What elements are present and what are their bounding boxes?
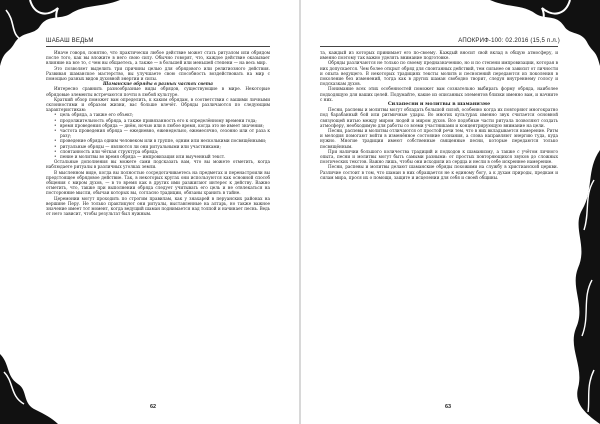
page-number: 62 (150, 404, 157, 410)
paragraph: Краткий обзор поможет вам определить, к каким обрядам, в соответствии с вашими личными склонностями и образом жизни, вас больше влечёт. Обряды различаются по следующим характеристикам: (46, 96, 270, 113)
running-header: ШАБАШ ВЕДЬМ (46, 38, 94, 44)
paragraph: Песни, распевы и молитвы делают шаманские обряды похожими на службу в христианской церкви. Различие состоит в том, что шаман в них обращается не к единому богу, а к духам природы, предкам и силам мира, прося их о помощи, защите и исцелении для себя и своей общины. (320, 164, 558, 180)
paragraph: В мысленном виде, когда вы полностью сосредотачиваетесь на предметах и перенастроили вы предстоящее обрядовое действие. Так, в некоторых кругах они используются как основной способ общения с миром духов, — в то время как в других ими разжигают интерес к действу. Важно отметить, что, также при выполнении обряда следует учитывать его цель и не отвлекаться на посторонние мысли, обычаи которых вы, согласно традиции, обязаны хранить в тайне. (46, 169, 270, 196)
paragraph: Обряды различаются не только по своему предназначению, но и по степени импровизации, которая в них допускается. Чем более открыт обряд для спонтанных действий, тем сильнее он зависит от личности и опыта ведущего. В некоторых традициях тексты молитв и песнопений передаются из поколения в поколение без изменений, тогда как в других шаман свободно творит, следуя внутреннему голосу и подсказкам духов. (320, 60, 558, 87)
tribal-ornament-bottom-left (0, 354, 60, 424)
list-item: • ритуальные обряды — являются ли они ритуальными или участниками; (60, 144, 270, 149)
paragraph: Иначе говоря, понятно, что практически любое действие может стать ритуалом или обрядом после того, как вы вложите в него свою силу. Обычно говорят, что, каждое действие оказывает влияние на все то, с чем вы общаетесь, а также — в большей или меньшей степени — на весь мир. (46, 50, 270, 66)
list-item: • цель обряда, а также его объект; (60, 112, 270, 117)
header-rule (320, 46, 558, 47)
page-number: 63 (445, 404, 452, 410)
paragraph: Интересно сравнить разнообразные виды обрядов, существующие в мире. Некоторые обрядовые элементы встречаются почти в любой культуре. (46, 86, 270, 97)
section-title: Шаманские обряды в разных частях света (103, 81, 213, 87)
list-item: • проведение обряда одним человеком или в группе, одним или несколькими посвящёнными; (60, 138, 270, 143)
paragraph: Остальные дополнения вы можете сами подсказать вам, что вы можете отметить, когда наблюдаете ритуалы в различных уголках земли. (46, 159, 270, 170)
list-item: • пение и молитвы во время обряда — импровизация или выученный текст. (60, 154, 270, 159)
characteristics-list (46, 112, 270, 159)
right-page (300, 0, 600, 424)
header-rule (46, 46, 270, 47)
paragraph: Песни, распевы и молитвы отличаются от простой речи тем, что в них вкладывается намерение. Ритм и мелодия помогают войти в изменённое состояние сознания, а слова направляют энергию туда, куда нужно. Многие традиции имеют собственные священные песни, которые передаются только посвящённым. (320, 128, 558, 149)
running-header: АПОКРИФ-100: 02.2016 (15,5 п.л.) (458, 38, 560, 44)
paragraph: Церемонии могут проходить по строгим правилам, как у знахарей в перуанских районах на вершине Перу. Не только практикуют они ритуалы, выставленные на алтарь, но также важное значение имеет тот момент, когда ведущий шаман поднимается над толпой и начинает песнь. Ведь от него зависит, чтобы результат был нужным. (46, 195, 270, 217)
list-item: • спонтанность или чёткая структура обряда; (60, 149, 270, 154)
section-title: Силапесни и молитвы в шаманизме (387, 101, 491, 108)
paragraph: Это позволяет выделить три причины целью для обрядового или религиозного действия. Развивая шаманское мастерство, вы улучшаете свою способность воздействовать на мир с помощью разных видов духовной энергии и силы. (46, 65, 270, 82)
paragraph: При наличии большого количества традиций и подходов к шаманизму, а также с учётом личного опыта, песни и молитвы могут быть самыми разными: от простых повторяющихся звуков до сложных поэтических текстов. Важно лишь, чтобы они исходили из сердца и несли в себе искреннее намерение. (320, 148, 558, 165)
paragraph: Понимание всех этих особенностей поможет вам сознательно выбирать форму обряда, наиболее подходящую для ваших целей. Подумайте, какие из описанных элементов близки именно вам, и начните с них. (320, 86, 558, 102)
paragraph: та, каждый из которых принимает его по-своему. Каждый вносит свой вклад в общую атмосферу, и именно поэтому так важно уделять внимание подготовке. (320, 50, 558, 61)
tribal-ornament-right-edge (560, 150, 600, 424)
right-text-body (320, 50, 558, 180)
list-item: • частота проведения обряда — ежедневно, еженедельно, ежемесячно, сезонно или от раза к разу; (60, 128, 270, 138)
list-item: • время проведения обряда — днём, ночью или в любое время, когда это не имеет значения; (60, 123, 270, 128)
paragraph: Песни, распевы и молитвы могут обладать большой силой, особенно когда их повторяют многократно под барабанный бой или ритмичные удары. Во многих культурах именно звук считается основной связующей нитью между миром людей и миром духов. Все подобные части ритуала позволяют создать атмосферу, необходимую для работы со всеми участниками и концентрирующую внимание на цели. (320, 107, 558, 128)
left-text-body (46, 50, 270, 217)
list-item: • продолжительность обряда, а также привязанность его к определённому времени года; (60, 118, 270, 123)
